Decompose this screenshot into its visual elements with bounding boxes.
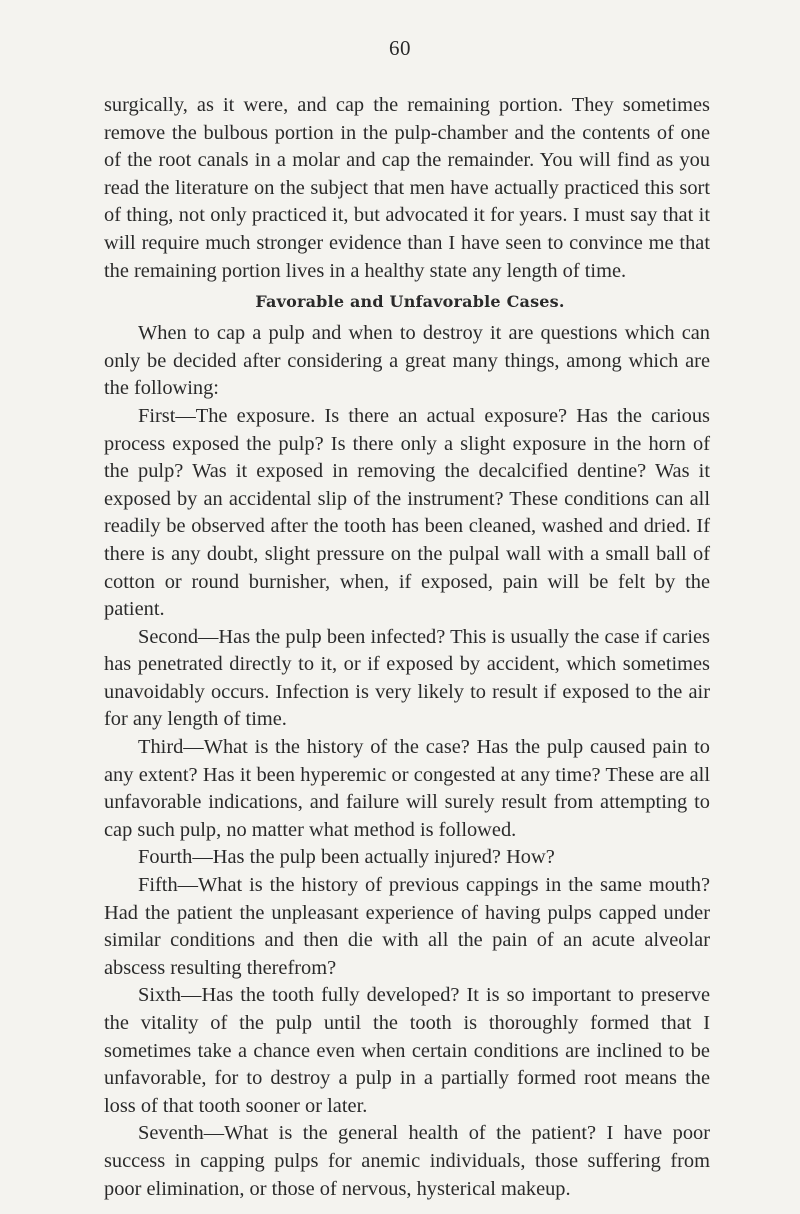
paragraph-fifth: Fifth—What is the history of previous cappings in the same mouth? Had the patient the unpleasant experience of having pulps capped under similar conditions and then die with all the pain of an acute alveolar abscess resulting therefrom? [104,874,710,979]
paragraph-sixth: Sixth—Has the tooth fully developed? It is so important to preserve the vitality of the pulp until the tooth is thoroughly formed that I sometimes take a chance even when certain conditions are inclined to be unfavorable, for to destroy a pulp in a partially formed root means the loss of that tooth sooner or later. [104,984,710,1117]
opening-paragraph: surgically, as it were, and cap the remaining portion. They sometimes remove the bulbous portion in the pulp-chamber and the contents of one of the root canals in a molar and cap the remainder. You will find as you read the literature on the subject that men have actually practiced this sort of thing, not only practiced it, but advocated it for years. I must say that it will require much stronger evidence than I have seen to convince me that the remaining portion lives in a healthy state any length of time. [104,94,710,282]
paragraph-first: First—The exposure. Is there an actual exposure? Has the carious process exposed the pulp? Is there only a slight exposure in the horn of the pulp? Was it exposed in removing the decalcified dentine? Was it exposed by an accidental slip of the instrument? These conditions can all readily be observed after the tooth has been cleaned, washed and dried. If there is any doubt, slight pressure on the pulpal wall with a small ball of cotton or round burnisher, when, if exposed, pain will be felt by the patient. [104,404,710,621]
section-heading: Favorable and Unfavorable Cases. [255,292,565,312]
paragraph-fourth: Fourth—Has the pulp been actually injured? How? [138,846,555,869]
page-body [104,92,710,1203]
page-number: 60 [389,36,411,60]
paragraph-intro: When to cap a pulp and when to destroy it are questions which can only be decided after considering a great many things, among which are the following: [104,322,710,400]
paragraph-seventh: Seventh—What is the general health of the patient? I have poor success in capping pulps for anemic individuals, those suffering from poor elimination, or those of nervous, hysterical makeup. [104,1122,710,1200]
paragraph-third: Third—What is the history of the case? Has the pulp caused pain to any extent? Has it been hyperemic or congested at any time? These are all unfavorable indications, and failure will surely result from attempting to cap such pulp, no matter what method is followed. [104,736,710,841]
paragraph-second: Second—Has the pulp been infected? This is usually the case if caries has penetrated directly to it, or if exposed by accident, which sometimes unavoidably occurs. Infection is very likely to result if exposed to the air for any length of time. [104,625,710,731]
